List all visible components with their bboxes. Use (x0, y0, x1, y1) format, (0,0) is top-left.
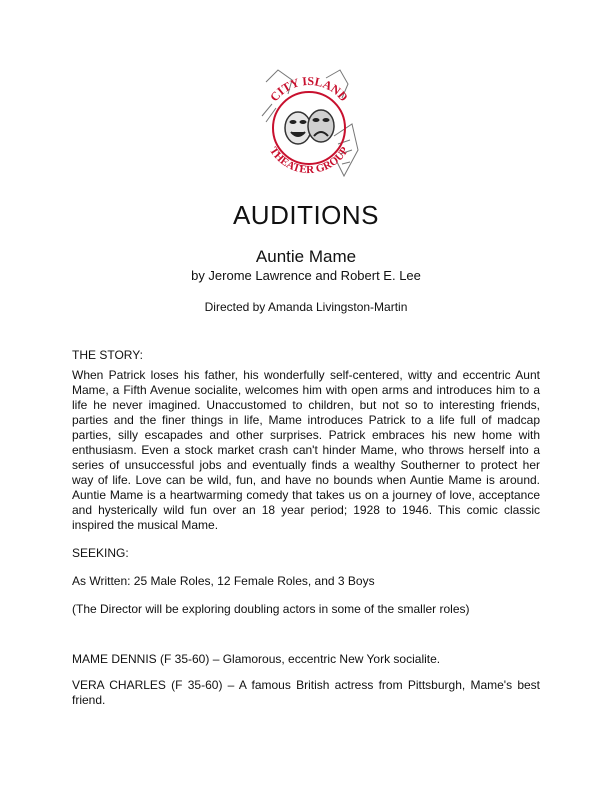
show-authors: by Jerome Lawrence and Robert E. Lee (191, 268, 421, 283)
seeking-heading: SEEKING: (72, 546, 129, 560)
page-heading: AUDITIONS (232, 200, 380, 230)
show-title: Auntie Mame (255, 247, 357, 266)
role-vera-charles: VERA CHARLES (F 35-60) – A famous British actress from Pittsburgh, Mame's best friend. (72, 678, 540, 707)
city-island-theater-group-logo (248, 64, 370, 188)
story-heading: THE STORY: (72, 348, 143, 362)
story-body: When Patrick loses his father, his wonderfully self-centered, witty and eccentric Aunt Mame, a Fifth Avenue socialite, welcomes him with open arms and introduces him to a life he never imagined. Unaccustomed to children, but not so to interesting friends, parties and the finer things in life, Mame introduces Patrick to a life full of madcap parties, silly escapades and other surprises. Patrick embraces his new home with enthusiasm. Even a stock market crash can't hinder Mame, who throws herself into a series of unsuccessful jobs and eventually finds a wealthy Southerner to protect her way of life. Love can be wild, fun, and have no bounds when Auntie Mame is around. Auntie Mame is a heartwarming comedy that takes us on a journey of love, acceptance and hysterically wild fun over an 18 year period; 1928 to 1946. This comic classic inspired the musical Mame. (72, 368, 540, 532)
logo-bottom-text: THEATER GROUP (267, 144, 351, 177)
seeking-note: (The Director will be exploring doubling actors in some of the smaller roles) (72, 602, 470, 616)
seeking-as-written: As Written: 25 Male Roles, 12 Female Roles, and 3 Boys (72, 574, 375, 588)
director-credit: Directed by Amanda Livingston-Martin (204, 300, 408, 314)
role-mame-dennis: MAME DENNIS (F 35-60) – Glamorous, eccentric New York socialite. (72, 652, 441, 666)
logo-top-text: CITY ISLAND (267, 73, 351, 105)
theater-masks-icon (285, 110, 334, 144)
